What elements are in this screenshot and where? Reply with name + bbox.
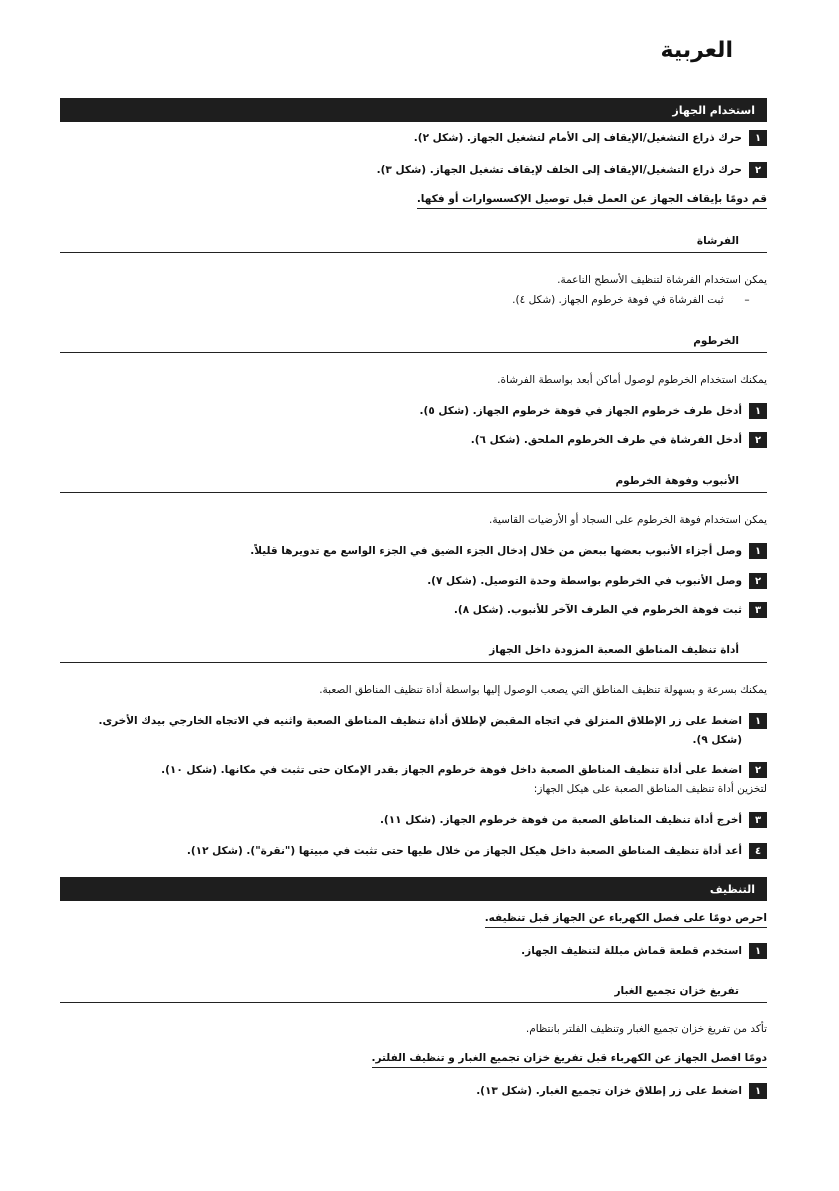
step-tube-3: ٣ ثبت فوهة الخرطوم في الطرف الآخر للأنبوب. (شكل ٨). xyxy=(454,602,767,620)
subsection-title-brush: الفرشاة xyxy=(696,235,739,247)
divider xyxy=(60,1002,767,1003)
brush-intro: يمكن استخدام الفرشاة لتنظيف الأسطح الناعمة. xyxy=(557,274,767,286)
step-number: ١ xyxy=(749,543,767,559)
step-dust-1: ١ اضغط على زر إطلاق خزان تجميع الغبار. (شكل ١٣). xyxy=(476,1083,767,1101)
step-number: ٣ xyxy=(749,812,767,828)
step-tube-1: ١ وصل أجزاء الأنبوب بعضها ببعض من خلال إدخال الجزء الضيق في الجزء الواسع مع تدويرها قليلاً. xyxy=(250,543,767,561)
subsection-title-crevice: أداة تنظيف المناطق الصعبة المزودة داخل الجهاز xyxy=(489,644,739,656)
crevice-intro: يمكنك بسرعة و بسهولة تنظيف المناطق التي يصعب الوصول إليها بواسطة أداة تنظيف المناطق الصعبة. xyxy=(319,684,767,696)
step-hose-2: ٢ أدخل الفرشاة في طرف الخرطوم الملحق. (شكل ٦). xyxy=(471,432,767,450)
section-title: التنظيف xyxy=(709,882,755,896)
dust-intro: تأكد من تفريغ خزان تجميع الغبار وتنظيف الفلتر بانتظام. xyxy=(525,1023,767,1035)
hose-intro: يمكنك استخدام الخرطوم لوصول أماكن أبعد بواسطة الفرشاة. xyxy=(497,374,767,386)
step-use-1: ١ حرك ذراع التشغيل/الإيقاف إلى الأمام لتشغيل الجهاز. (شكل ٢). xyxy=(414,130,767,148)
step-number: ٢ xyxy=(749,162,767,178)
step-number: ٢ xyxy=(749,573,767,589)
divider xyxy=(60,252,767,253)
crevice-store-intro: لتخزين أداة تنظيف المناطق الصعبة على هيكل الجهاز: xyxy=(533,783,767,795)
step-number: ٤ xyxy=(749,843,767,859)
subsection-title-dust: تفريغ خزان تجميع الغبار xyxy=(614,985,739,997)
step-number: ٢ xyxy=(749,432,767,448)
divider xyxy=(60,662,767,663)
warning-dust: دومًا افصل الجهاز عن الكهرباء قبل تفريغ خزان تجميع الغبار و تنظيف الفلتر. xyxy=(372,1052,768,1068)
section-bar-use xyxy=(60,98,767,122)
crevice-step1-fig: (شكل ٩). xyxy=(692,734,742,746)
step-number: ١ xyxy=(749,1083,767,1099)
step-number: ٣ xyxy=(749,602,767,618)
step-use-2: ٢ حرك ذراع التشغيل/الإيقاف إلى الخلف لإيقاف تشغيل الجهاز. (شكل ٣). xyxy=(377,162,767,180)
bullet-dash: – xyxy=(744,294,750,306)
step-number: ١ xyxy=(749,403,767,419)
step-number: ١ xyxy=(749,130,767,146)
step-number: ١ xyxy=(749,943,767,959)
divider xyxy=(60,352,767,353)
subsection-title-tube: الأنبوب وفوهة الخرطوم xyxy=(615,475,739,487)
brush-bullet: – ثبت الفرشاة في فوهة خرطوم الجهاز. (شكل ٤). xyxy=(512,294,767,306)
section-title: استخدام الجهاز xyxy=(672,103,755,117)
divider xyxy=(60,492,767,493)
subsection-title-hose: الخرطوم xyxy=(693,335,739,347)
page-title: العربية xyxy=(660,38,733,63)
step-crevice-3: ٣ أخرج أداة تنظيف المناطق الصعبة من فوهة خرطوم الجهاز. (شكل ١١). xyxy=(380,812,767,830)
step-hose-1: ١ أدخل طرف خرطوم الجهاز في فوهة خرطوم الجهاز. (شكل ٥). xyxy=(420,403,767,421)
step-number: ٢ xyxy=(749,762,767,778)
section-bar-cleaning xyxy=(60,877,767,901)
warning-use: قم دومًا بإيقاف الجهاز عن العمل قبل توصيل الإكسسوارات أو فكها. xyxy=(417,193,767,209)
step-number: ١ xyxy=(749,713,767,729)
step-crevice-2: ٢ اضغط على أداة تنظيف المناطق الصعبة داخل فوهة خرطوم الجهاز بقدر الإمكان حتى تثبت في مكانها. (شكل ١٠). xyxy=(161,762,767,780)
step-crevice-4: ٤ أعد أداة تنظيف المناطق الصعبة داخل هيكل الجهاز من خلال طيها حتى تثبت في مبيتها ("نقرة"). (شكل ١٢). xyxy=(187,843,767,861)
tube-intro: يمكن استخدام فوهة الخرطوم على السجاد أو الأرضيات القاسية. xyxy=(489,514,767,526)
step-crevice-1: ١ اضغط على زر الإطلاق المنزلق في اتجاه المقبض لإطلاق أداة تنظيف المناطق الصعبة واثنيه في الاتجاه الخارجي بيدك الأخرى. xyxy=(99,713,768,731)
step-tube-2: ٢ وصل الأنبوب في الخرطوم بواسطة وحدة التوصيل. (شكل ٧). xyxy=(427,573,767,591)
step-cleaning-1: ١ استخدم قطعة قماش مبللة لتنظيف الجهاز. xyxy=(521,943,767,961)
warning-cleaning: احرص دومًا على فصل الكهرباء عن الجهاز قبل تنظيفه. xyxy=(485,912,767,928)
